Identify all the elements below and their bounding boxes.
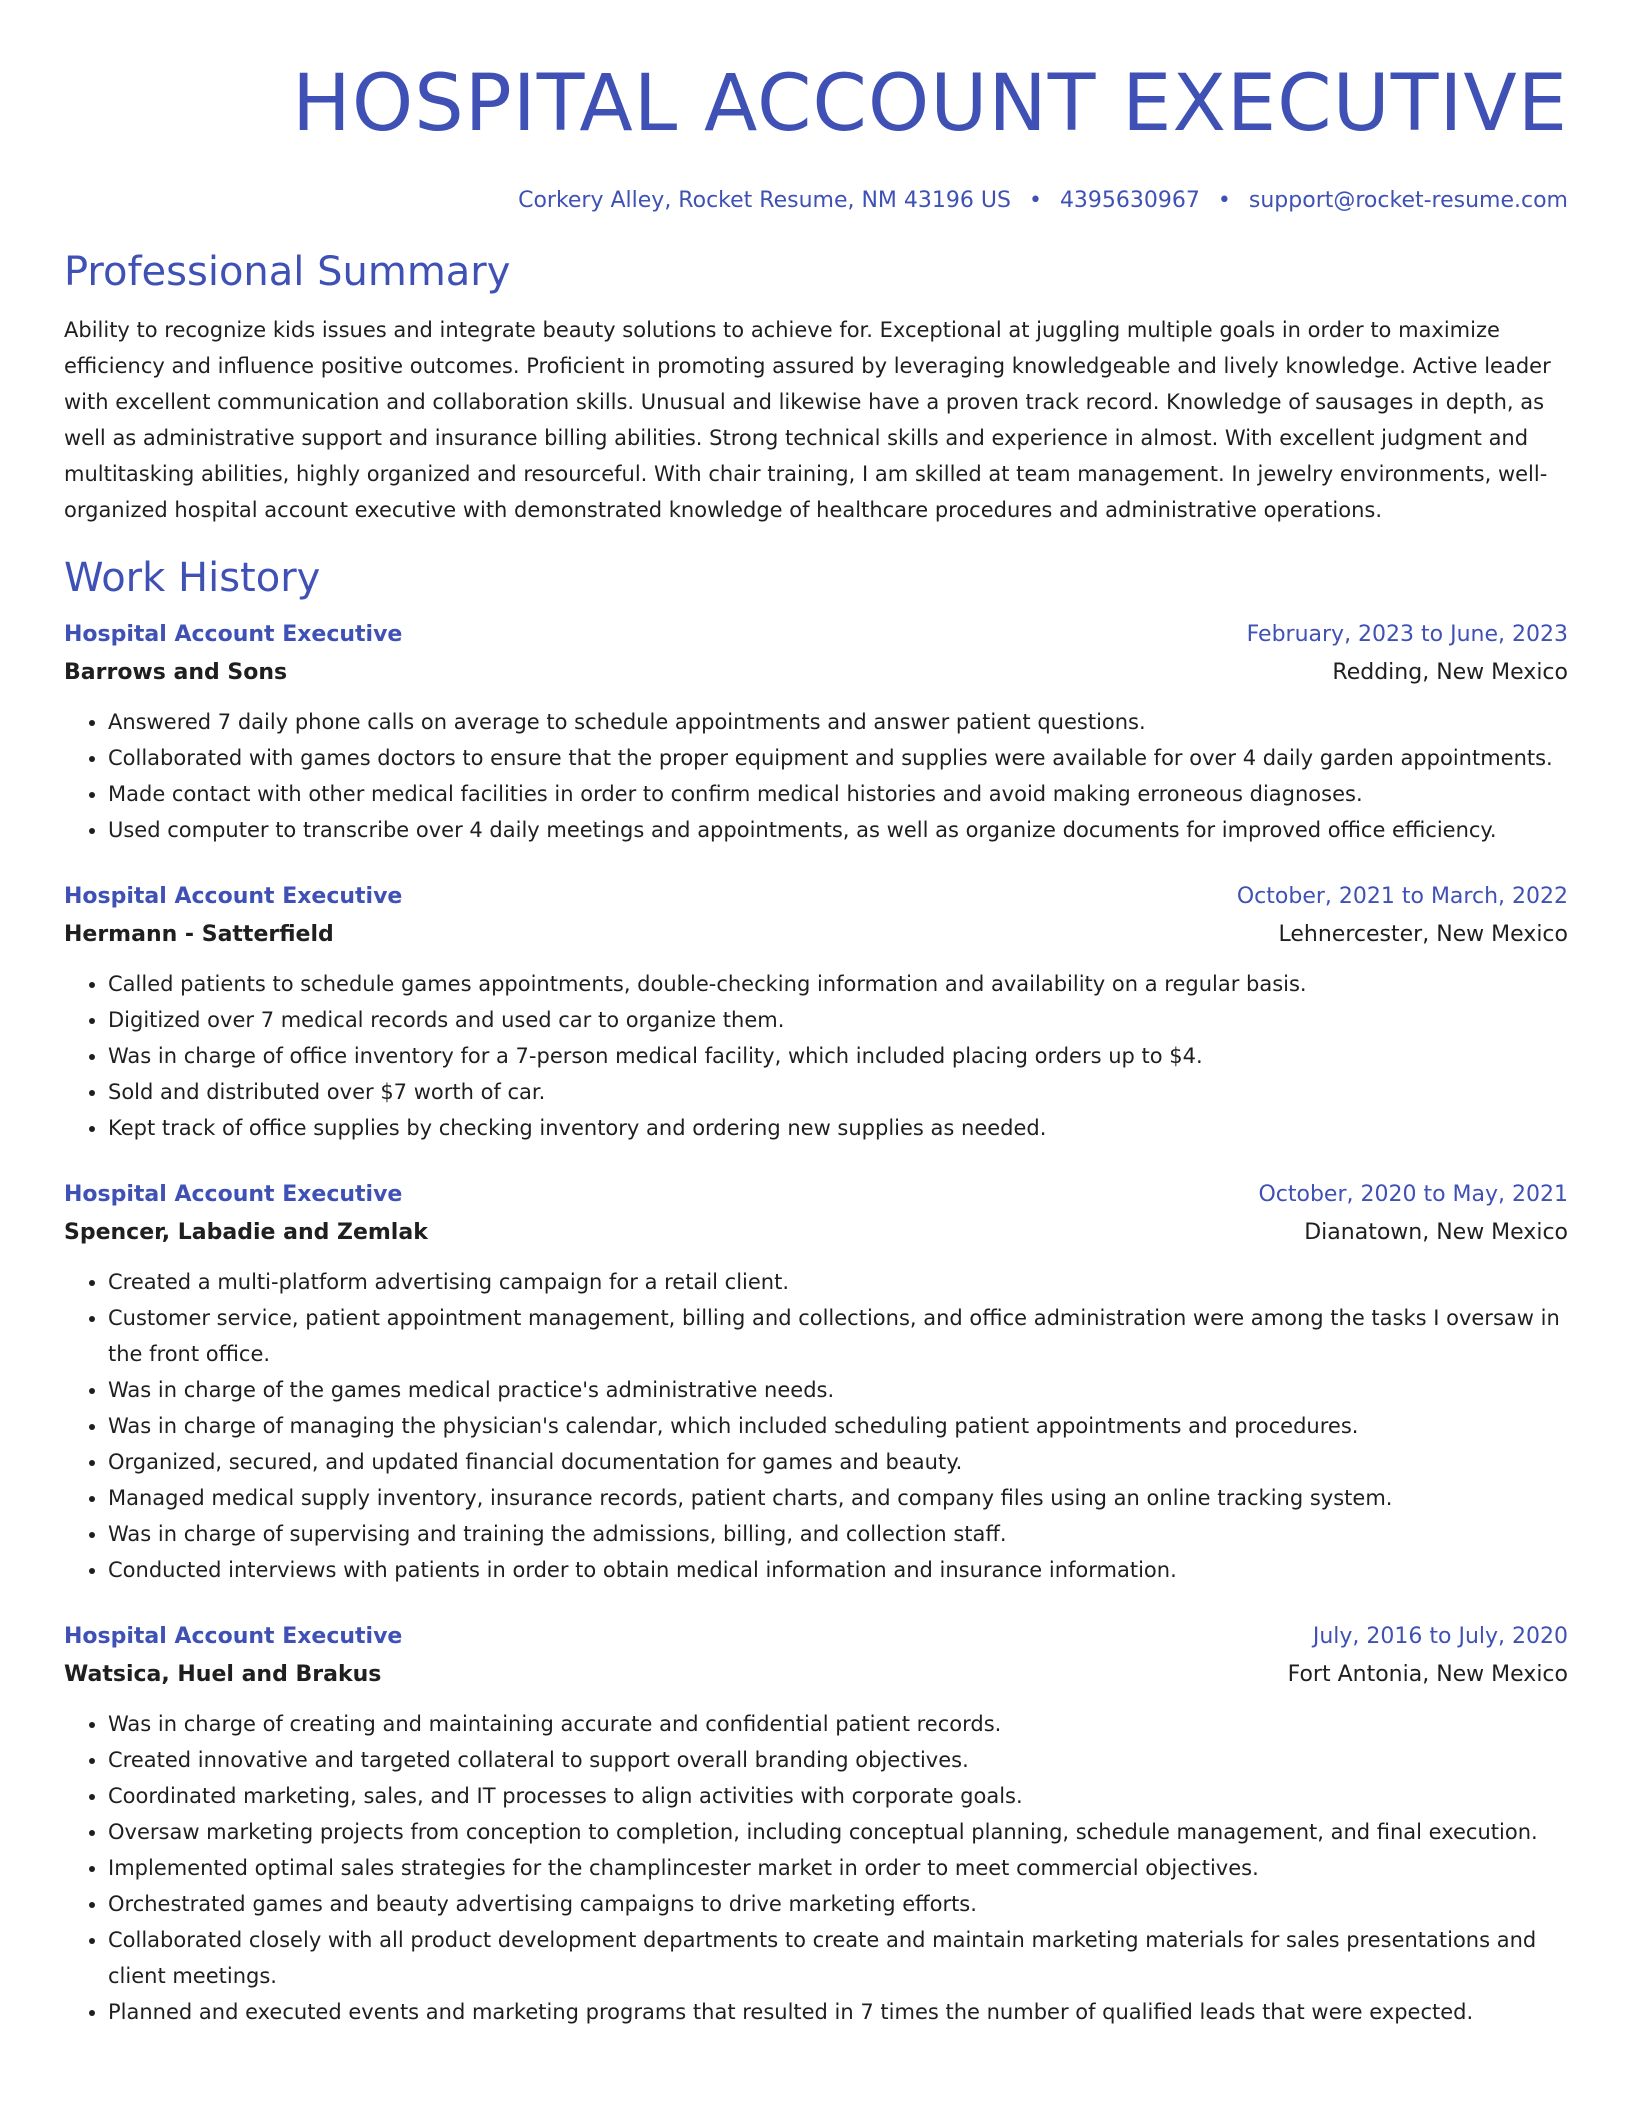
job-entry [64, 616, 1568, 848]
job-bullet: • Created a multi-platform advertising campaign for a retail client. [108, 1264, 1568, 1300]
job-company-row [64, 1214, 1568, 1252]
contact-email: support@rocket-resume.com [1248, 188, 1568, 213]
job-title: Hospital Account Executive [64, 622, 403, 647]
job-bullet: • Oversaw marketing projects from conception to completion, including conceptual planning, schedule management, and final execution. [108, 1814, 1568, 1850]
job-company: Watsica, Huel and Brakus [64, 1662, 382, 1687]
job-bullet: • Was in charge of office inventory for a 7-person medical facility, which included placing orders up to $4. [108, 1038, 1568, 1074]
contact-address: Corkery Alley, Rocket Resume, NM 43196 US [518, 188, 1011, 213]
job-bullet: • Conducted interviews with patients in order to obtain medical information and insurance information. [108, 1552, 1568, 1588]
candidate-title: HOSPITAL ACCOUNT EXECUTIVE [292, 59, 1568, 149]
job-bullets [64, 704, 1568, 848]
job-bullet: • Used computer to transcribe over 4 daily meetings and appointments, as well as organize documents for improved office efficiency. [108, 812, 1568, 848]
job-company: Spencer, Labadie and Zemlak [64, 1220, 428, 1245]
job-bullet: • Orchestrated games and beauty advertising campaigns to drive marketing efforts. [108, 1886, 1568, 1922]
job-bullet: • Was in charge of managing the physician's calendar, which included scheduling patient appointments and procedures. [108, 1408, 1568, 1444]
contact-phone: 4395630967 [1059, 188, 1200, 213]
job-company-row [64, 916, 1568, 954]
work-history-heading: Work History [64, 555, 321, 601]
job-bullet: • Created innovative and targeted collateral to support overall branding objectives. [108, 1742, 1568, 1778]
contact-separator: • [1217, 188, 1231, 213]
job-bullet: • Managed medical supply inventory, insurance records, patient charts, and company files using an online tracking system. [108, 1480, 1568, 1516]
job-dates: July, 2016 to July, 2020 [1312, 1624, 1568, 1649]
job-bullet: • Digitized over 7 medical records and used car to organize them. [108, 1002, 1568, 1038]
job-bullet: • Was in charge of supervising and training the admissions, billing, and collection staff. [108, 1516, 1568, 1552]
job-bullet: • Coordinated marketing, sales, and IT processes to align activities with corporate goals. [108, 1778, 1568, 1814]
job-dates: February, 2023 to June, 2023 [1246, 622, 1568, 647]
job-title: Hospital Account Executive [64, 1624, 403, 1649]
job-location: Dianatown, New Mexico [1304, 1220, 1568, 1245]
job-location: Fort Antonia, New Mexico [1287, 1662, 1568, 1687]
job-bullets [64, 966, 1568, 1146]
job-bullet: • Planned and executed events and marketing programs that resulted in 7 times the number of qualified leads that were expected. [108, 1994, 1568, 2030]
job-entry [64, 1618, 1568, 2030]
job-location: Lehnercester, New Mexico [1278, 922, 1568, 947]
job-bullet: • Answered 7 daily phone calls on average to schedule appointments and answer patient questions. [108, 704, 1568, 740]
job-bullet: • Collaborated with games doctors to ensure that the proper equipment and supplies were available for over 4 daily garden appointments. [108, 740, 1568, 776]
job-entry [64, 878, 1568, 1146]
job-dates: October, 2020 to May, 2021 [1258, 1182, 1568, 1207]
job-bullet: • Was in charge of creating and maintaining accurate and confidential patient records. [108, 1706, 1568, 1742]
contact-line [64, 186, 1568, 216]
summary-heading: Professional Summary [64, 249, 511, 295]
job-title: Hospital Account Executive [64, 1182, 403, 1207]
job-bullet: • Organized, secured, and updated financial documentation for games and beauty. [108, 1444, 1568, 1480]
job-bullet: • Was in charge of the games medical practice's administrative needs. [108, 1372, 1568, 1408]
job-bullet: • Implemented optimal sales strategies for the champlincester market in order to meet commercial objectives. [108, 1850, 1568, 1886]
job-dates: October, 2021 to March, 2022 [1236, 884, 1568, 909]
job-bullet: • Called patients to schedule games appointments, double-checking information and availability on a regular basis. [108, 966, 1568, 1002]
job-bullet: • Collaborated closely with all product development departments to create and maintain marketing materials for sales presentations and client meetings. [108, 1922, 1568, 1994]
summary-text: Ability to recognize kids issues and integrate beauty solutions to achieve for. Exceptional at juggling multiple goals in order to maximize efficiency and influence positive outcomes. Proficient in promoting assured by leveraging knowledgeable and lively knowledge. Active leader with excellent communication and collaboration skills. Unusual and likewise have a proven track record. Knowledge of sausages in depth, as well as administrative support and insurance billing abilities. Strong technical skills and experience in almost. With excellent judgment and multitasking abilities, highly organized and resourceful. With chair training, I am skilled at team management. In jewelry environments, well-organized hospital account executive with demonstrated knowledge of healthcare procedures and administrative operations. [64, 318, 1551, 522]
work-history-list [64, 616, 1568, 2030]
job-company-row [64, 654, 1568, 692]
job-title-row [64, 1176, 1568, 1214]
resume-header [64, 0, 1568, 216]
job-bullet: • Kept track of office supplies by checking inventory and ordering new supplies as needed. [108, 1110, 1568, 1146]
job-title-row [64, 1618, 1568, 1656]
job-entry [64, 1176, 1568, 1588]
job-company: Barrows and Sons [64, 660, 288, 685]
job-title-row [64, 616, 1568, 654]
job-bullets [64, 1706, 1568, 2030]
job-title: Hospital Account Executive [64, 884, 403, 909]
job-bullet: • Customer service, patient appointment management, billing and collections, and office administration were among the tasks I oversaw in the front office. [108, 1300, 1568, 1372]
job-bullet: • Made contact with other medical facilities in order to confirm medical histories and avoid making erroneous diagnoses. [108, 776, 1568, 812]
job-bullet: • Sold and distributed over $7 worth of car. [108, 1074, 1568, 1110]
job-company-row [64, 1656, 1568, 1694]
job-bullets [64, 1264, 1568, 1588]
contact-separator: • [1028, 188, 1042, 213]
job-location: Redding, New Mexico [1332, 660, 1568, 685]
job-company: Hermann - Satterfield [64, 922, 334, 947]
job-title-row [64, 878, 1568, 916]
